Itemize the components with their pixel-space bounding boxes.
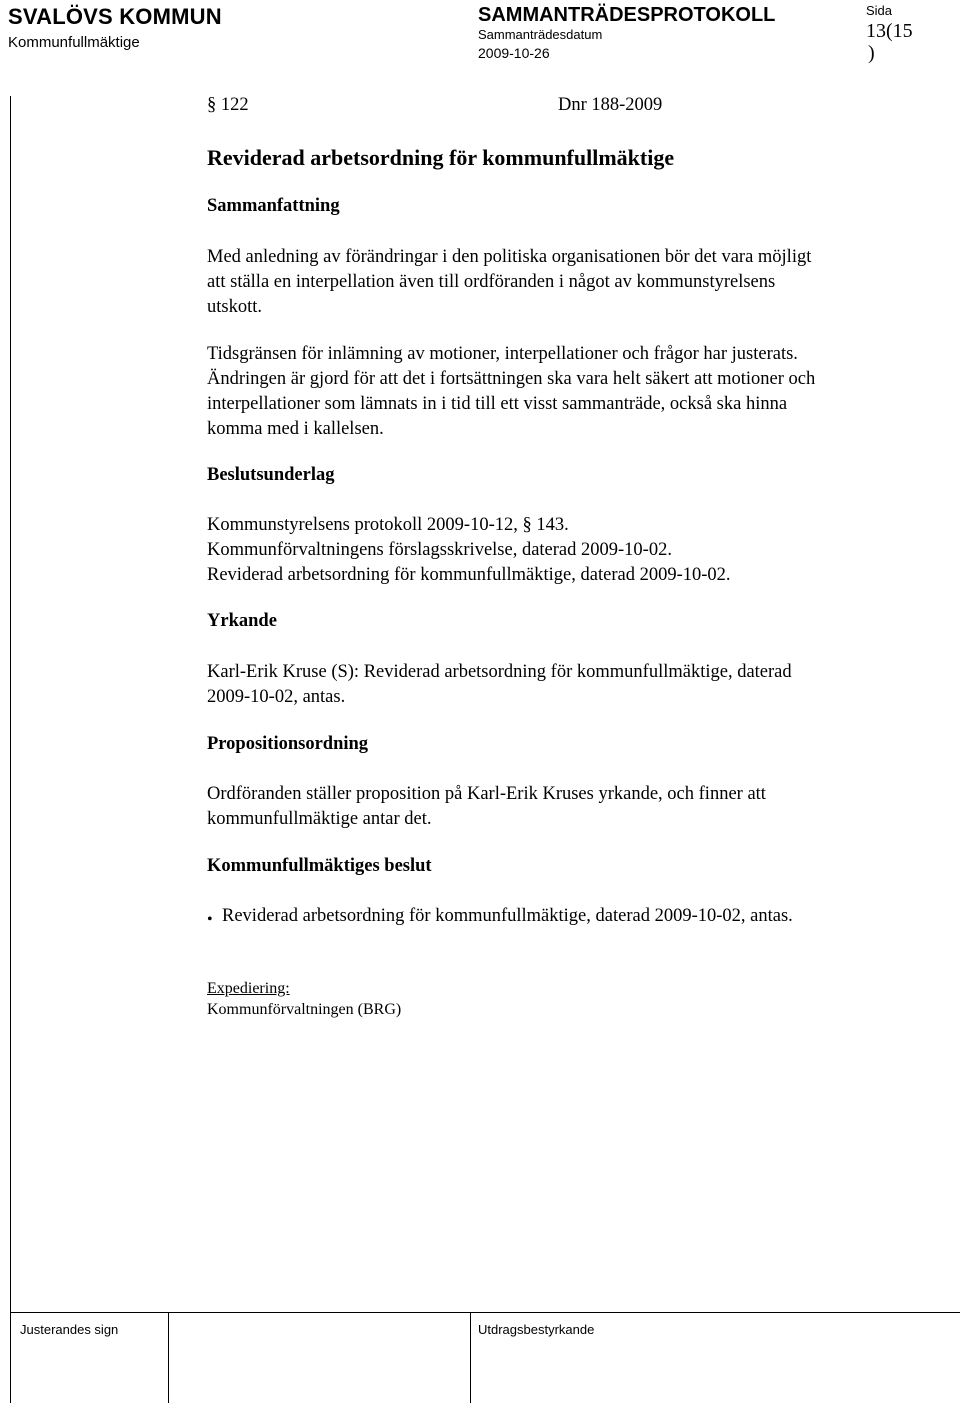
text-line: Kommunstyrelsens protokoll 2009-10-12, § 143.	[207, 515, 569, 535]
text-line: Tidsgränsen för inlämning av motioner, interpellationer och frågor har justerats.	[207, 344, 798, 364]
case-number: Dnr 188-2009	[558, 95, 663, 115]
item-title: Reviderad arbetsordning för kommunfullmäktige	[207, 145, 675, 170]
footer-justerandes-sign: Justerandes sign	[20, 1322, 119, 1337]
text-line: 2009-10-02, antas.	[207, 687, 346, 707]
document-type: SAMMANTRÄDESPROTOKOLL	[478, 4, 776, 26]
footer-utdragsbestyrkande: Utdragsbestyrkande	[478, 1322, 595, 1337]
text-line: att ställa en interpellation även till ordföranden i något av kommunstyrelsens	[207, 272, 776, 292]
footer-divider	[168, 1312, 169, 1403]
footer-rule	[10, 1312, 960, 1313]
heading-sammanfattning: Sammanfattning	[207, 196, 340, 216]
decision-basis-list	[207, 513, 731, 588]
heading-yrkande: Yrkande	[207, 611, 277, 631]
heading-propositionsordning: Propositionsordning	[207, 734, 369, 754]
decision-bullet: Reviderad arbetsordning för kommunfullmäktige, daterad 2009-10-02, antas.	[222, 906, 793, 926]
motion-paragraph	[207, 660, 792, 710]
text-line: utskott.	[207, 297, 262, 317]
text-line: Karl-Erik Kruse (S): Reviderad arbetsordning för kommunfullmäktige, daterad	[207, 662, 792, 682]
page-label: Sida	[866, 3, 893, 18]
footer-divider	[470, 1312, 471, 1403]
meeting-date-label: Sammanträdesdatum	[478, 27, 603, 42]
distribution-value: Kommunförvaltningen (BRG)	[207, 1001, 402, 1018]
text-line: interpellationer som lämnats in i tid till ett visst sammanträde, också ska hinna	[207, 394, 788, 414]
heading-beslutsunderlag: Beslutsunderlag	[207, 465, 335, 485]
text-line: Ändringen är gjord för att det i fortsättningen ska vara helt säkert att motioner och	[207, 369, 816, 389]
bullet-icon: •	[207, 911, 213, 928]
organization-name: SVALÖVS KOMMUN	[8, 4, 222, 29]
text-line: Reviderad arbetsordning för kommunfullmäktige, daterad 2009-10-02.	[207, 565, 731, 585]
page-number-close: )	[868, 42, 875, 64]
distribution-label: Expediering:	[207, 980, 290, 997]
summary-paragraph-2	[207, 342, 815, 442]
footer-divider	[10, 1312, 11, 1403]
organization-body: Kommunfullmäktige	[8, 34, 140, 51]
page-number: 13(15	[866, 20, 913, 42]
proposition-paragraph	[207, 782, 766, 832]
summary-paragraph-1	[207, 245, 811, 320]
text-line: Kommunförvaltningens förslagsskrivelse, daterad 2009-10-02.	[207, 540, 672, 560]
text-line: Med anledning av förändringar i den politiska organisationen bör det vara möjligt	[207, 247, 812, 267]
text-line: komma med i kallelsen.	[207, 419, 384, 439]
text-line: kommunfullmäktige antar det.	[207, 809, 432, 829]
text-line: Ordföranden ställer proposition på Karl-Erik Kruses yrkande, och finner att	[207, 784, 766, 804]
heading-beslut: Kommunfullmäktiges beslut	[207, 856, 432, 876]
left-margin-rule	[10, 96, 11, 1316]
section-number: § 122	[207, 95, 249, 115]
meeting-date-value: 2009-10-26	[478, 45, 550, 61]
